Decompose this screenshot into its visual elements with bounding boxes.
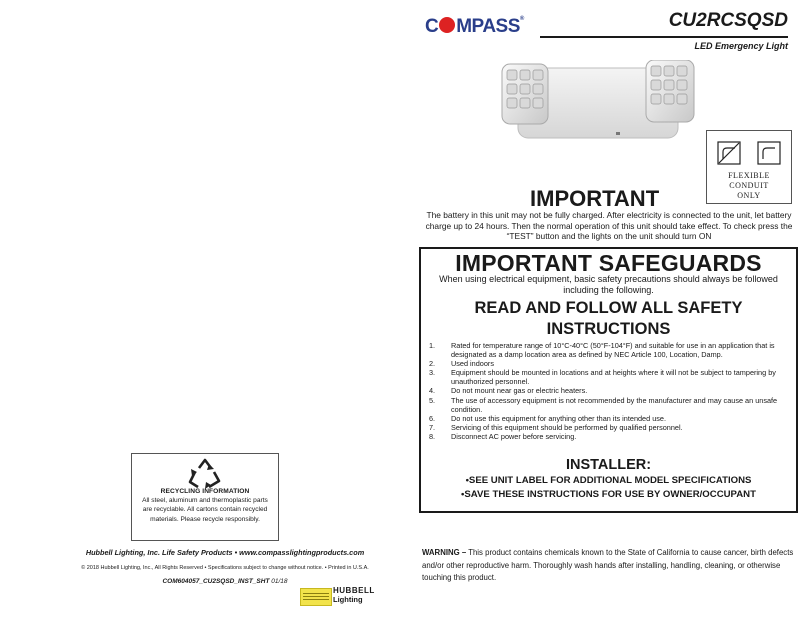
rule-number: 8.: [429, 431, 436, 441]
safety-rules-list: [429, 341, 784, 441]
document-code-id: COM604057_CU2SQSD_INST_SHT: [162, 578, 270, 585]
rule-text: Equipment should be mounted in locations and at heights where it will not be subject to tampering by unauthorized personnel.: [451, 368, 776, 387]
copyright-line: © 2018 Hubbell Lighting, Inc., All Rights Reserved • Specifications subject to change without notice. • Printed in U.S.A.: [81, 565, 369, 571]
hubbell-subtitle: Lighting: [333, 595, 363, 604]
compass-logo-prefix: C: [425, 16, 439, 37]
footer-left: [40, 548, 410, 585]
conduit-label: FLEXIBLE CONDUIT ONLY: [728, 171, 770, 200]
rule-number: 3.: [429, 368, 436, 378]
rule-number: 1.: [429, 341, 436, 350]
list-item: [429, 359, 784, 368]
rule-number: 2.: [429, 359, 436, 369]
read-follow-heading: READ AND FOLLOW ALL SAFETY INSTRUCTIONS: [474, 299, 743, 338]
rule-text: Disconnect AC power before servicing.: [451, 431, 577, 441]
hubbell-logo: [300, 586, 390, 606]
rule-text: The use of accessory equipment is not recommended by the manufacturer and may cause an unsafe condition.: [451, 395, 778, 414]
rule-text: Do not mount near gas or electric heaters.: [451, 386, 588, 396]
list-item: [429, 432, 784, 441]
trademark: ®: [519, 16, 524, 22]
header-divider: [540, 36, 788, 38]
rule-text: Rated for temperature range of 10°C-40°C (50°F-104°F) and suitable for use in an application that is designated as a damp location area as defined by NEC Article 100, Location, Damp.: [451, 341, 775, 360]
prop65-warning: [422, 547, 794, 585]
document-code: [40, 578, 410, 585]
installer-heading: INSTALLER:: [565, 457, 652, 473]
company-line: Hubbell Lighting, Inc. Life Safety Products • www.compasslightingproducts.com: [85, 548, 365, 557]
flexible-conduit-box: [706, 130, 792, 204]
recycling-title: RECYCLING INFORMATION: [160, 488, 250, 495]
rule-text: Used indoors: [451, 359, 494, 369]
rule-number: 4.: [429, 386, 436, 396]
list-item: [429, 341, 784, 359]
rule-text: Do not use this equipment for anything other than its intended use.: [451, 413, 666, 423]
list-item: [429, 396, 784, 414]
installer-note-label: •SEE UNIT LABEL FOR ADDITIONAL MODEL SPECIFICATIONS: [465, 475, 752, 486]
rule-text: Servicing of this equipment should be performed by qualified personnel.: [451, 422, 683, 432]
list-item: [429, 386, 784, 395]
recycle-icon: [187, 457, 223, 491]
rule-number: 6.: [429, 413, 436, 423]
model-number: CU2RCSQSD: [668, 10, 788, 31]
hubbell-name: HUBBELL: [333, 586, 375, 595]
document-code-date: 01/18: [269, 578, 288, 585]
safeguards-box: [419, 247, 798, 513]
rule-number: 5.: [429, 395, 436, 405]
warning-label: WARNING –: [422, 548, 467, 557]
flexible-conduit-icon: [757, 141, 781, 165]
hubbell-mark-icon: [300, 588, 332, 606]
list-item: [429, 414, 784, 423]
installer-note-save: •SAVE THESE INSTRUCTIONS FOR USE BY OWNER/OCCUPANT: [461, 489, 756, 500]
compass-logo: [425, 16, 524, 38]
rule-number: 7.: [429, 422, 436, 432]
emergency-light-image: [498, 60, 698, 145]
important-text: The battery in this unit may not be fully charged. After electricity is connected to the unit, let battery charge up to 24 hours. Then the normal operation of this unit should take effect. To check press the “TEST” button and the lights on the unit should turn ON: [425, 210, 793, 241]
list-item: [429, 368, 784, 386]
safeguards-intro: When using electrical equipment, basic safety precautions should always be followed including the following.: [439, 274, 778, 295]
list-item: [429, 423, 784, 432]
important-heading: IMPORTANT: [530, 186, 660, 211]
warning-body: This product contains chemicals known to the State of California to cause cancer, birth defects and/or other reproductive harm. Thoroughly wash hands after installing, handling, cleaning, or otherwise touching this product.: [422, 548, 794, 583]
recycling-text: All steel, aluminum and thermoplastic parts are recyclable. All cartons contain recycled materials. Please recycle responsibly.: [142, 497, 268, 523]
compass-logo-suffix: MPASS: [456, 16, 520, 37]
recycling-info-box: [131, 453, 279, 541]
product-type: LED Emergency Light: [694, 41, 788, 51]
safeguards-heading: IMPORTANT SAFEGUARDS: [455, 250, 762, 276]
compass-star-icon: [439, 17, 455, 33]
no-rigid-conduit-icon: [717, 141, 741, 165]
